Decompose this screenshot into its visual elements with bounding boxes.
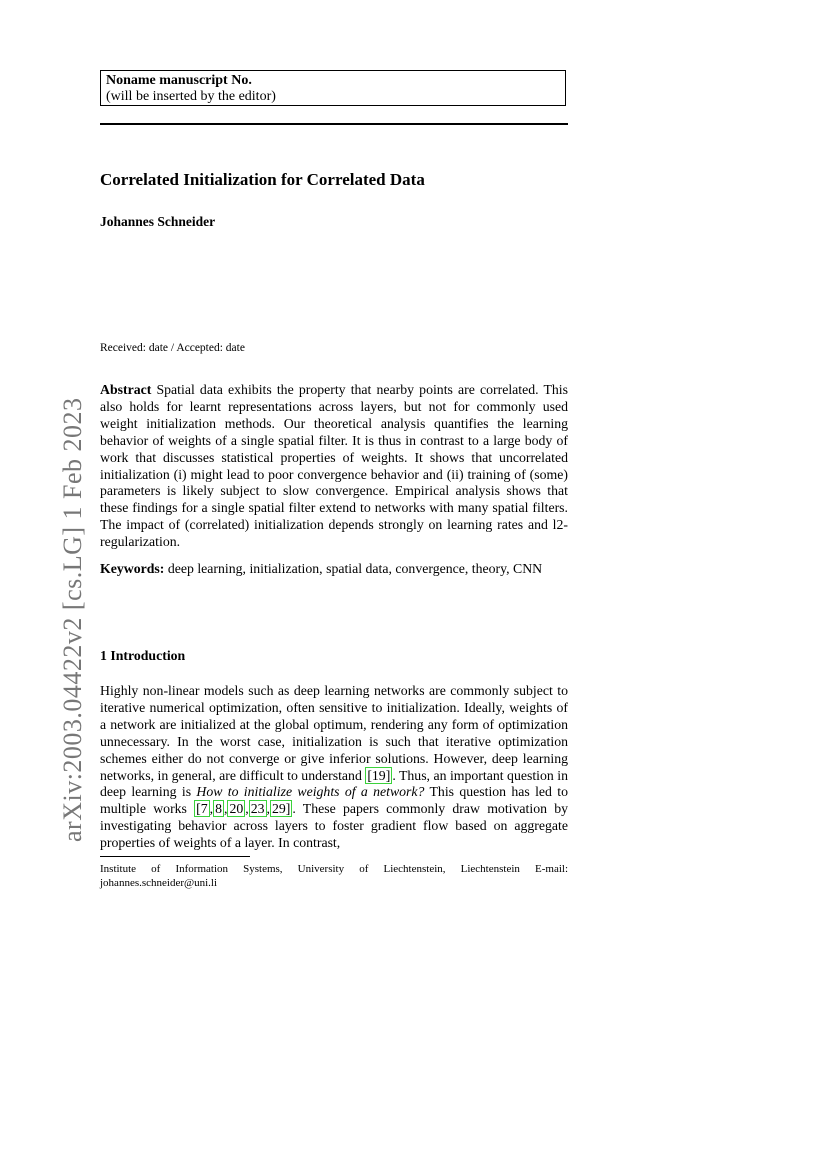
citation-link[interactable]: 8 bbox=[215, 801, 223, 817]
introduction-paragraph: Highly non-linear models such as deep learning networks are commonly subject to iterative numerical optimization, often sensitive to initialization. Ideally, weights of a network are initialized at the global optimum, rendering any form of optimization unnecessary. In the worst case, initialization is such that iterative optimization schemes either do not converge or give inferior solutions. However, deep learning networks, in general, are difficult to understand [19] . Thus, an important question in deep learning is How to initialize weights of a network? This question has led to multiple works [7 , 8 , 20 , 23 , 29] . These papers commonly draw motivation by investigating behavior across layers to foster gradient flow based on aggregate properties of weights of a layer. In contrast, bbox=[100, 683, 568, 851]
abstract-text: Spatial data exhibits the property that nearby points are correlated. This also holds for learnt representations across layers, but not for commonly used weight initialization methods. Our theoretical analysis quantifies the learning behavior of weights of a single spatial filter. It is thus in contrast to a large body of work that discusses statistical properties of weights. It shows that uncorrelated initialization (i) might lead to poor convergence behavior and (ii) training of (some) parameters is likely subject to slow convergence. Empirical analysis shows that these findings for a single spatial filter extend to networks with many spatial filters. The impact of (correlated) initialization depends strongly on learning rates and l2-regularization. bbox=[100, 382, 569, 550]
editor-note: (will be inserted by the editor) bbox=[106, 89, 276, 104]
keywords bbox=[100, 561, 568, 578]
author-name: Johannes Schneider bbox=[100, 214, 216, 229]
intro-text-1: Highly non-linear models such as deep learning networks are commonly subject to iterative numerical optimization, often sensitive to initialization. Ideally, weights of a network are initialized at the global optimum, rendering any form of optimization unnecessary. In the worst case, initialization is such that iterative optimization schemes either do not converge or give inferior solutions. However, deep learning networks, in general, are difficult to understand bbox=[100, 683, 568, 783]
keywords-label: Keywords: bbox=[100, 561, 165, 576]
intro-text-4: . These papers commonly draw motivation by investigating behavior across layers to foster gradient flow based on aggregate properties of weights of a layer. In contrast, bbox=[100, 801, 568, 851]
intro-question: How to initialize weights of a network? bbox=[196, 784, 425, 800]
citation-link[interactable]: [19] bbox=[367, 767, 391, 783]
paper-title: Correlated Initialization for Correlated Data bbox=[100, 170, 425, 189]
manuscript-box bbox=[100, 70, 566, 106]
manuscript-number: Noname manuscript No. bbox=[106, 73, 252, 88]
intro-text-2: . Thus, an important question in deep learning is bbox=[100, 767, 568, 800]
arxiv-identifier: arXiv:2003.04422v2 [cs.LG] 1 Feb 2023 bbox=[58, 397, 87, 842]
intro-text-3: This question has led to multiple works bbox=[100, 784, 568, 817]
citation-link[interactable]: 23 bbox=[250, 801, 265, 817]
abstract bbox=[100, 382, 568, 551]
header-rule bbox=[100, 123, 568, 125]
affiliation-footnote: Institute of Information Systems, University of Liechtenstein, Liechtenstein E-mail: johannes.schneider@uni.li bbox=[100, 863, 568, 889]
citation-link[interactable]: [7 bbox=[196, 801, 208, 817]
received-accepted-line: Received: date / Accepted: date bbox=[100, 342, 245, 354]
footnote-rule bbox=[100, 856, 250, 857]
section-heading-introduction: 1 Introduction bbox=[100, 648, 186, 663]
citation-link[interactable]: 20 bbox=[229, 801, 244, 817]
abstract-label: Abstract bbox=[100, 382, 152, 397]
keywords-text: deep learning, initialization, spatial data, convergence, theory, CNN bbox=[167, 561, 543, 576]
citation-link[interactable]: 29] bbox=[271, 801, 291, 817]
